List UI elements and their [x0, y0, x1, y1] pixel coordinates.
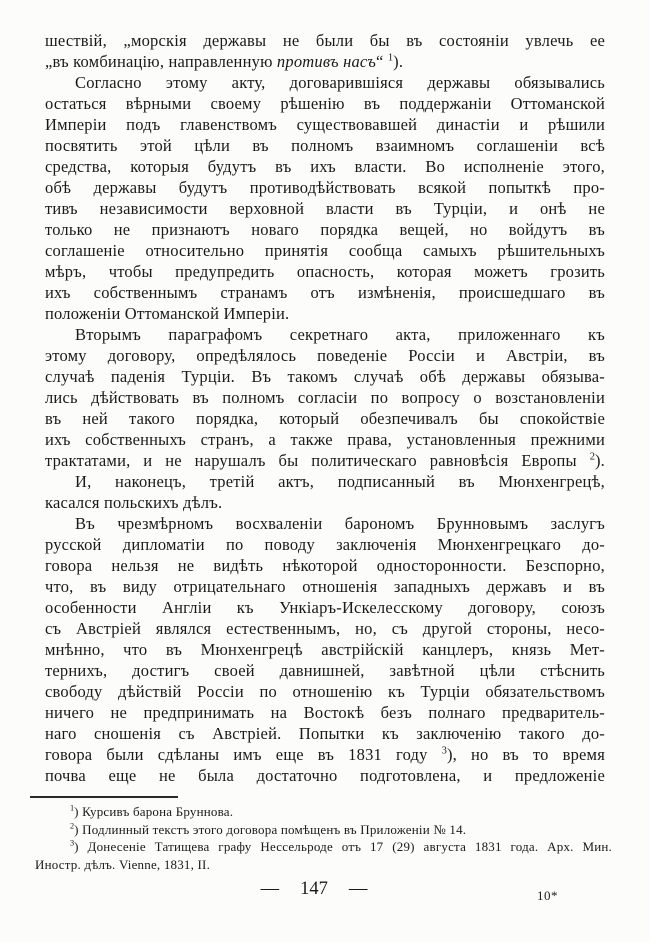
text-segment: трактатами, и не нарушалъ бы политическаго равновѣсія Европы [45, 451, 590, 470]
text-line [45, 597, 605, 618]
text-line [45, 366, 605, 387]
text-line [45, 765, 605, 786]
text-segment: что, въ виду отрицательнаго отношенія западныхъ державъ и въ [45, 577, 605, 596]
text-line [45, 240, 605, 261]
text-line [45, 51, 605, 72]
text-segment: Имперіи подъ главенствомъ существовавшей династіи и рѣшили [45, 115, 605, 134]
text-line [45, 555, 605, 576]
text-segment: Иностр. дѣлъ. Vienne, 1831, II. [35, 856, 211, 872]
text-line [45, 114, 605, 135]
footnote-reference: 2 [70, 821, 75, 831]
text-segment: соглашеніе относительно принятія сообща самыхъ рѣшительныхъ [45, 241, 605, 260]
text-line [35, 803, 612, 821]
text-line [45, 177, 605, 198]
text-segment: наго сношенія съ Австріей. Попытки къ заключенію такого до- [45, 724, 605, 743]
text-segment: ничего не предпринимать на Востокѣ безъ полнаго предваритель- [45, 703, 605, 722]
text-segment: посвятить этой цѣли въ полномъ взаимномъ соглашеніи всѣ [45, 136, 605, 155]
text-segment: Вторымъ параграфомъ секретнаго акта, приложеннаго къ [75, 325, 605, 344]
text-line [45, 219, 605, 240]
text-segment: ) Подлинный текстъ этого договора помѣщенъ въ Приложеніи № 14. [74, 821, 467, 837]
page-number-dash-right: — [348, 879, 368, 899]
text-segment: “ [375, 52, 388, 71]
text-segment: касался польскихъ дѣлъ. [45, 493, 223, 512]
text-line [45, 387, 605, 408]
text-segment: ихъ собственныхъ странъ, а также права, установленныя прежними [45, 430, 605, 449]
body-text [45, 30, 605, 786]
text-segment: этому договору, опредѣлялось поведеніе Россіи и Австріи, въ [45, 346, 605, 365]
footnote-reference: 2 [589, 451, 595, 463]
text-segment: мѣръ, чтобы предупредить опасность, которая можетъ грозить [45, 262, 605, 281]
text-line [45, 135, 605, 156]
text-segment: ) Курсивъ барона Бруннова. [74, 804, 234, 819]
text-segment: И, наконецъ, третій актъ, подписанный въ Мюнхенгрецѣ, [75, 472, 605, 491]
text-segment: ). [594, 451, 605, 470]
text-segment: обѣ державы будутъ противодѣйствовать всякой попыткѣ про- [45, 178, 605, 197]
text-line [45, 156, 605, 177]
text-segment: свободу дѣйствій Россіи по отношенію къ Турціи обязательствомъ [45, 682, 605, 701]
text-segment: лись дѣйствовать въ полномъ согласіи по вопросу о возстановленіи [45, 388, 605, 407]
text-line [45, 72, 605, 93]
text-line [45, 660, 605, 681]
text-line [45, 723, 605, 744]
text-line [45, 30, 605, 51]
text-segment: особенности Англіи къ Ункіаръ-Искелесскому договору, союзъ [45, 598, 605, 617]
text-segment: шествій, „морскія державы не были бы въ состояніи увлечь ее [45, 31, 605, 50]
text-segment: средства, которыя будутъ въ ихъ власти. Во исполненіе этого, [45, 157, 605, 176]
footnote-reference: 1 [70, 803, 75, 813]
text-line [45, 261, 605, 282]
page-number-dash-left: — [260, 879, 280, 899]
text-line [45, 282, 605, 303]
text-segment: почва еще не была достаточно подготовлена, и предложеніе [45, 766, 605, 785]
text-segment: положеніи Оттоманской Имперіи. [45, 304, 290, 323]
text-segment: тернихъ, достигъ своей давнишней, завѣтной цѣли стѣснить [45, 661, 605, 680]
text-segment: въ ней такого порядка, который обезпечивалъ бы спокойствіе [45, 409, 605, 428]
text-line [45, 639, 605, 660]
footnote-separator-rule [30, 796, 178, 798]
text-segment: говора были сдѣланы имъ еще въ 1831 году [45, 745, 442, 764]
text-line [35, 838, 612, 856]
signature-mark: 10* [537, 888, 558, 903]
text-line [35, 821, 612, 839]
footnote-reference: 3 [70, 838, 75, 848]
text-line [45, 534, 605, 555]
text-line [45, 702, 605, 723]
text-line [45, 429, 605, 450]
text-line [45, 450, 605, 471]
text-segment: ) Донесеніе Татищева графу Нессельроде отъ 17 (29) августа 1831 года. Арх. Мин. [74, 839, 612, 854]
text-line [45, 492, 605, 513]
text-segment: Въ чрезмѣрномъ восхваленіи барономъ Брунновымъ заслугъ [75, 514, 605, 533]
text-segment: противъ насъ [276, 52, 376, 71]
text-segment: тивъ независимости верховной власти въ Турціи, и онѣ не [45, 199, 605, 218]
text-line [45, 576, 605, 597]
text-segment: ), но въ то время [446, 745, 605, 764]
text-line [45, 513, 605, 534]
text-segment: „въ комбинацію, направленную [45, 52, 277, 71]
text-segment: ихъ собственнымъ странамъ отъ измѣненія, происшедшаго въ [45, 283, 605, 302]
text-line [45, 324, 605, 345]
text-line [45, 93, 605, 114]
text-segment: Согласно этому акту, договарившіяся державы обязывались [75, 73, 605, 92]
text-segment: мнѣнно, что въ Мюнхенгрецѣ австрійскій канцлеръ, князь Мет- [45, 640, 605, 659]
text-line [45, 744, 605, 765]
text-segment: остаться вѣрными своему рѣшенію въ поддержаніи Оттоманской [45, 94, 605, 113]
text-line [45, 681, 605, 702]
page-number-value: 147 [300, 879, 328, 899]
text-line [45, 345, 605, 366]
text-line [35, 856, 612, 874]
text-segment: только не признаютъ новаго порядка вещей, но войдутъ въ [45, 220, 605, 239]
text-line [45, 408, 605, 429]
text-line [45, 303, 605, 324]
text-line [45, 471, 605, 492]
text-line [45, 198, 605, 219]
text-line [45, 618, 605, 639]
text-segment: говора нельзя не видѣть нѣкоторой односторонности. Безспорно, [45, 556, 605, 575]
footnote-reference: 3 [441, 745, 447, 757]
text-segment: случаѣ паденія Турціи. Въ такомъ случаѣ обѣ державы обязыва- [45, 367, 605, 386]
text-segment: русской дипломатіи по поводу заключенія Мюнхенгрецкаго до- [45, 535, 605, 554]
text-segment: ). [393, 52, 404, 71]
footnotes-block [35, 803, 612, 873]
text-segment: съ Австріей являлся естественнымъ, но, съ другой стороны, несо- [45, 619, 605, 638]
footnote-reference: 1 [387, 52, 394, 64]
